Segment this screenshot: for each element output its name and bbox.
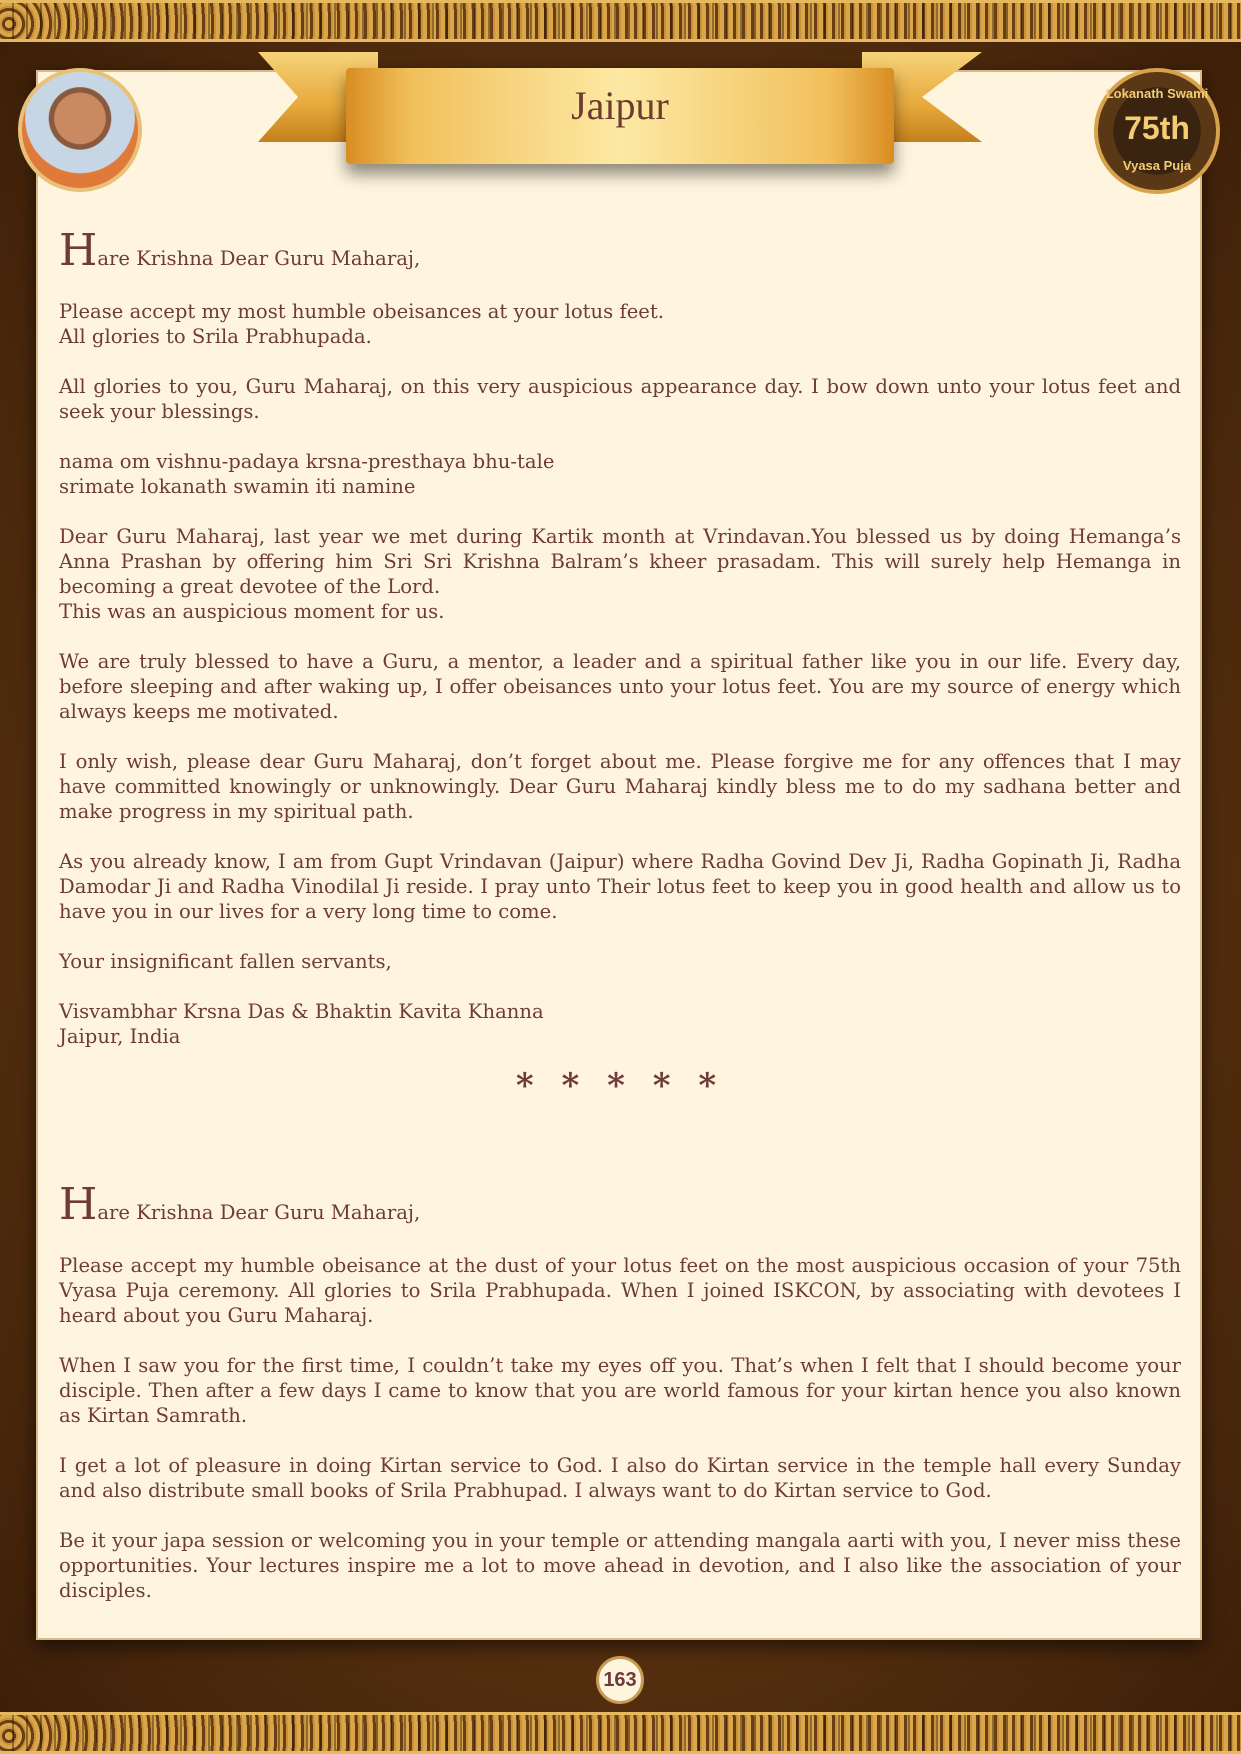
salutation <box>59 225 1181 276</box>
paragraph: I get a lot of pleasure in doing Kirtan service to God. I also do Kirtan service in the temple hall every Sunday and also distribute small books of Srila Prabhupad. I always want to do Kirtan service to God. <box>59 1454 1181 1502</box>
salutation-text: are Krishna Dear Guru Maharaj, <box>97 1201 421 1224</box>
paragraph: When I saw you for the first time, I couldn’t take my eyes off you. That’s when I felt that I should become your disciple. Then after a few days I came to know that you are world famous for your kirtan hence you also known as Kirtan Samrath. <box>59 1354 1181 1427</box>
page-number: 163 <box>596 1656 644 1704</box>
guru-portrait-avatar <box>18 68 142 192</box>
signature-location: Jaipur, India <box>59 1025 181 1048</box>
paragraph: As you already know, I am from Gupt Vrindavan (Jaipur) where Radha Govind Dev Ji, Radha Gopinath Ji, Radha Damodar Ji and Radha Vinodilal Ji reside. I pray unto Their lotus feet to keep you in good health and allow us to have you in our lives for a very long time to come. <box>59 850 1181 923</box>
section-separator: * * * * * <box>515 1066 725 1106</box>
badge-top-text: Lokanath Swami <box>1105 86 1209 101</box>
paragraph: All glories to you, Guru Maharaj, on this very auspicious appearance day. I bow down unto your lotus feet and seek your blessings. <box>59 375 1181 423</box>
dropcap: H <box>59 1179 98 1230</box>
paragraph: Please accept my most humble obeisances at your lotus feet. <box>59 300 664 323</box>
paragraph: All glories to Srila Prabhupada. <box>59 325 372 348</box>
paragraph: We are truly blessed to have a Guru, a mentor, a leader and a spiritual father like you in our life. Every day, before sleeping and after waking up, I offer obeisances unto your lotus feet. You are my source of energy which always keeps me motivated. <box>59 650 1181 723</box>
signature-name: Visvambhar Krsna Das & Bhaktin Kavita Khanna <box>59 1000 544 1023</box>
salutation-text: are Krishna Dear Guru Maharaj, <box>97 247 421 270</box>
vyasa-puja-badge <box>1094 68 1220 194</box>
badge-bottom-text: Vyasa Puja <box>1122 158 1192 173</box>
letter-2 <box>59 1179 1181 1628</box>
paragraph: Please accept my humble obeisance at the dust of your lotus feet on the most auspicious occasion of your 75th Vyasa Puja ceremony. All glories to Srila Prabhupada. When I joined ISKCON, by associating with devotees I heard about you Guru Maharaj. <box>59 1254 1181 1327</box>
paragraph: Dear Guru Maharaj, last year we met during Kartik month at Vrindavan.You blessed us by doing Hemanga’s Anna Prashan by offering him Sri Sri Krishna Balram’s kheer prasadam. This will surely help Hemanga in becoming a great devotee of the Lord. <box>59 525 1181 598</box>
letter-1 <box>59 225 1181 1106</box>
page-title: Jaipur <box>571 83 669 128</box>
verse-line: nama om vishnu-padaya krsna-presthaya bhu-tale <box>59 450 555 473</box>
badge-number: 75th <box>1124 110 1190 146</box>
closing-line: Your insignificant fallen servants, <box>59 950 392 973</box>
dropcap: H <box>59 225 98 276</box>
paragraph: Be it your japa session or welcoming you in your temple or attending mangala aarti with you, I never miss these opportunities. Your lectures inspire me a lot to move ahead in devotion, and I also like the association of your disciples. <box>59 1529 1181 1602</box>
decorative-border-bottom <box>0 1712 1241 1754</box>
title-ribbon <box>346 68 894 164</box>
salutation <box>59 1179 1181 1230</box>
paragraph: This was an auspicious moment for us. <box>59 600 445 623</box>
decorative-border-top <box>0 0 1241 42</box>
verse-line: srimate lokanath swamin iti namine <box>59 475 416 498</box>
paragraph: I only wish, please dear Guru Maharaj, don’t forget about me. Please forgive me for any offences that I may have committed knowingly or unknowingly. Dear Guru Maharaj kindly bless me to do my sadhana better and make progress in my spiritual path. <box>59 750 1181 823</box>
